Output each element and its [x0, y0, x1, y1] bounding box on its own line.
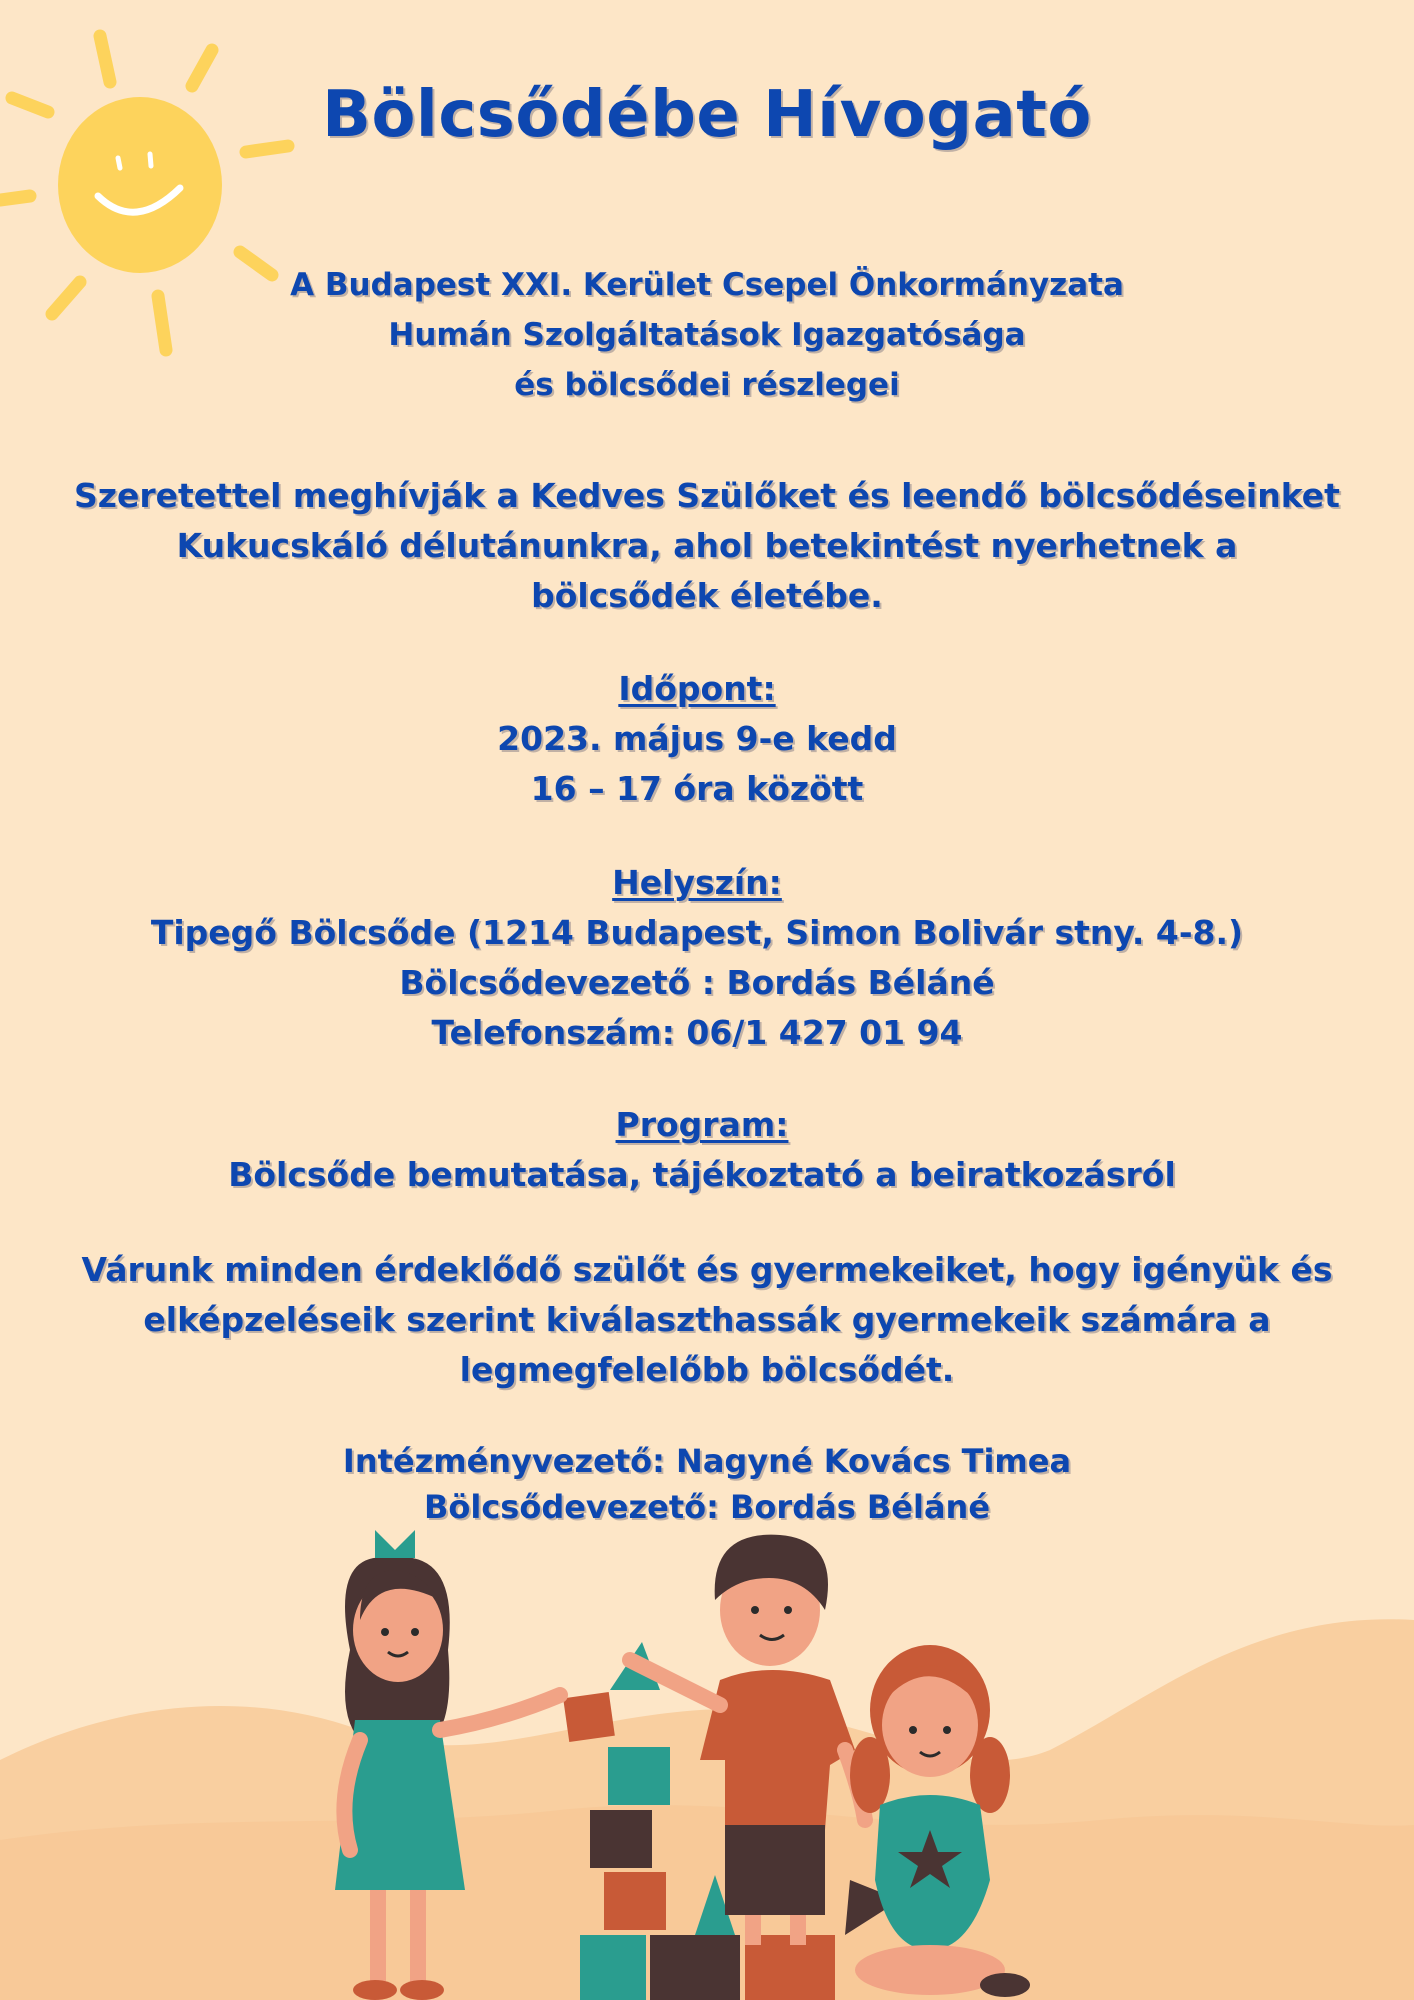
page-title: Bölcsődébe Hívogató	[322, 78, 1092, 152]
location-place: Tipegő Bölcsőde (1214 Budapest, Simon Bolivár stny. 4-8.)	[150, 913, 1244, 952]
organizer-line: és bölcsődei részlegei	[514, 367, 900, 403]
time-heading: Időpont:	[618, 669, 776, 708]
location-heading: Helyszín:	[612, 863, 782, 902]
welcome-line: elképzeléseik szerint kiválaszthassák gyermekeik számára a	[143, 1300, 1271, 1339]
location-block	[0, 858, 1404, 1058]
location-phone: Telefonszám: 06/1 427 01 94	[431, 1013, 963, 1052]
signature-block	[0, 1438, 1414, 1530]
event-hours: 16 – 17 óra között	[530, 769, 864, 808]
invitation-line: bölcsődék életébe.	[531, 576, 883, 615]
location-manager: Bölcsődevezető : Bordás Béláné	[399, 963, 995, 1002]
program-text: Bölcsőde bemutatása, tájékoztató a beiratkozásról	[228, 1155, 1176, 1194]
program-block	[0, 1100, 1409, 1200]
children-playing-illustration	[330, 1530, 1110, 2000]
organizer-block	[0, 260, 1414, 410]
invitation-line: Szeretettel meghívják a Kedves Szülőket és leendő bölcsődéseinket	[74, 476, 1340, 515]
invitation-block	[0, 471, 1414, 621]
invitation-line: Kukucskáló délutánunkra, ahol betekintést nyerhetnek a	[176, 526, 1238, 565]
welcome-line: legmegfelelőbb bölcsődét.	[459, 1350, 955, 1389]
welcome-block	[0, 1245, 1414, 1395]
welcome-line: Várunk minden érdeklődő szülőt és gyermekeiket, hogy igényük és	[81, 1250, 1333, 1289]
director-signature: Intézményvezető: Nagyné Kovács Timea	[342, 1442, 1072, 1480]
organizer-line: Humán Szolgáltatások Igazgatósága	[388, 317, 1026, 353]
manager-signature: Bölcsődevezető: Bordás Béláné	[423, 1488, 991, 1526]
event-date: 2023. május 9-e kedd	[497, 719, 897, 758]
program-heading: Program:	[615, 1105, 789, 1144]
time-block	[0, 664, 1404, 814]
organizer-line: A Budapest XXI. Kerület Csepel Önkormányzata	[290, 267, 1124, 303]
